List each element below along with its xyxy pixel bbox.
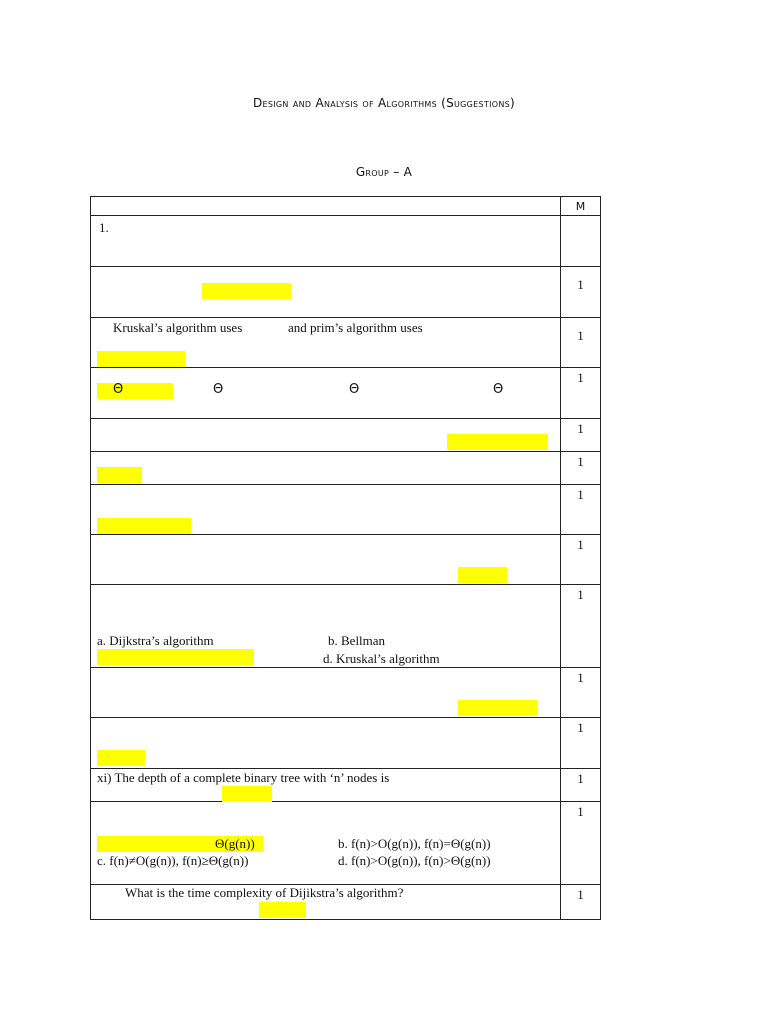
- marks-cell: [561, 368, 601, 419]
- question-cell: [91, 585, 561, 668]
- option-a-theta: Θ: [113, 382, 124, 397]
- question-number: 1.: [99, 220, 109, 235]
- kruskal-text: Kruskal’s algorithm uses: [113, 320, 243, 335]
- marks-cell: [561, 419, 601, 452]
- marks-cell: [561, 267, 601, 318]
- marks-value: 1: [577, 887, 584, 902]
- option-b-theta: Θ: [213, 382, 224, 397]
- marks-value: 1: [577, 804, 584, 819]
- question-cell: [91, 668, 561, 718]
- answer-highlight: [97, 518, 191, 534]
- dijkstra-question: What is the time complexity of Dijikstra’s algorithm?: [125, 885, 404, 900]
- question-cell: [91, 419, 561, 452]
- answer-highlight: [97, 351, 185, 367]
- option-c: c. f(n)≠O(g(n)), f(n)≥Θ(g(n)): [97, 853, 249, 868]
- marks-cell: [561, 802, 601, 885]
- table-row: [91, 535, 601, 585]
- marks-cell: [561, 318, 601, 368]
- marks-value: 1: [577, 670, 584, 685]
- answer-highlight: [97, 750, 145, 766]
- question-cell: [91, 267, 561, 318]
- table-row: [91, 585, 601, 668]
- answer-highlight: [458, 700, 537, 716]
- option-a: Θ(g(n)): [215, 836, 255, 851]
- question-cell: [91, 216, 561, 267]
- table-row: [91, 318, 601, 368]
- question-cell: [91, 318, 561, 368]
- table-header-row: [91, 197, 601, 216]
- marks-value: 1: [577, 454, 584, 469]
- marks-cell: [561, 885, 601, 920]
- marks-cell: [561, 668, 601, 718]
- header-question-cell: [91, 197, 561, 216]
- option-d: d. Kruskal’s algorithm: [323, 651, 440, 666]
- option-a: a. Dijkstra’s algorithm: [97, 633, 214, 648]
- binary-tree-question: xi) The depth of a complete binary tree with ‘n’ nodes is: [97, 770, 390, 785]
- table-row: [91, 668, 601, 718]
- question-cell: [91, 452, 561, 485]
- question-cell: [91, 802, 561, 885]
- option-c-theta: Θ: [349, 382, 360, 397]
- marks-cell: [561, 769, 601, 802]
- table-row: [91, 216, 601, 267]
- table-row: [91, 769, 601, 802]
- marks-cell: [561, 452, 601, 485]
- option-b: b. f(n)>O(g(n)), f(n)=Θ(g(n)): [338, 836, 491, 851]
- marks-cell: [561, 718, 601, 769]
- question-cell: [91, 485, 561, 535]
- question-cell: [91, 368, 561, 419]
- marks-value: 1: [577, 328, 584, 343]
- question-cell: [91, 769, 561, 802]
- answer-highlight: [97, 383, 173, 399]
- table-row: [91, 419, 601, 452]
- marks-value: 1: [577, 587, 584, 602]
- marks-header-label: M: [575, 200, 586, 213]
- marks-header: [561, 197, 601, 216]
- marks-value: 1: [577, 370, 584, 385]
- table-row: [91, 452, 601, 485]
- table-row: [91, 485, 601, 535]
- answer-highlight: [447, 434, 548, 450]
- question-cell: [91, 718, 561, 769]
- answer-highlight: [202, 283, 291, 299]
- table-row: [91, 885, 601, 920]
- marks-cell: [561, 585, 601, 668]
- marks-value: 1: [577, 771, 584, 786]
- answer-highlight: [222, 786, 272, 802]
- document-title: Design and Analysis of Algorithms (Suggestions): [252, 96, 515, 110]
- marks-value: 1: [577, 537, 584, 552]
- table-row: [91, 267, 601, 318]
- prim-text: and prim’s algorithm uses: [288, 320, 423, 335]
- answer-highlight: [97, 467, 142, 483]
- question-cell: [91, 535, 561, 585]
- marks-cell: [561, 535, 601, 585]
- marks-value: 1: [577, 421, 584, 436]
- answer-highlight: [259, 902, 306, 918]
- table-row: [91, 718, 601, 769]
- option-d-theta: Θ: [493, 382, 504, 397]
- marks-value: 1: [577, 277, 584, 292]
- group-heading: Group – A: [355, 165, 413, 179]
- marks-value: 1: [577, 720, 584, 735]
- table-row: [91, 368, 601, 419]
- answer-highlight: [458, 567, 507, 583]
- questions-table: [90, 196, 601, 920]
- table-row: [91, 802, 601, 885]
- answer-highlight: [97, 649, 254, 665]
- option-b: b. Bellman: [328, 633, 386, 648]
- marks-value: 1: [577, 487, 584, 502]
- marks-cell: [561, 216, 601, 267]
- question-cell: [91, 885, 561, 920]
- option-d: d. f(n)>O(g(n)), f(n)>Θ(g(n)): [338, 853, 491, 868]
- marks-cell: [561, 485, 601, 535]
